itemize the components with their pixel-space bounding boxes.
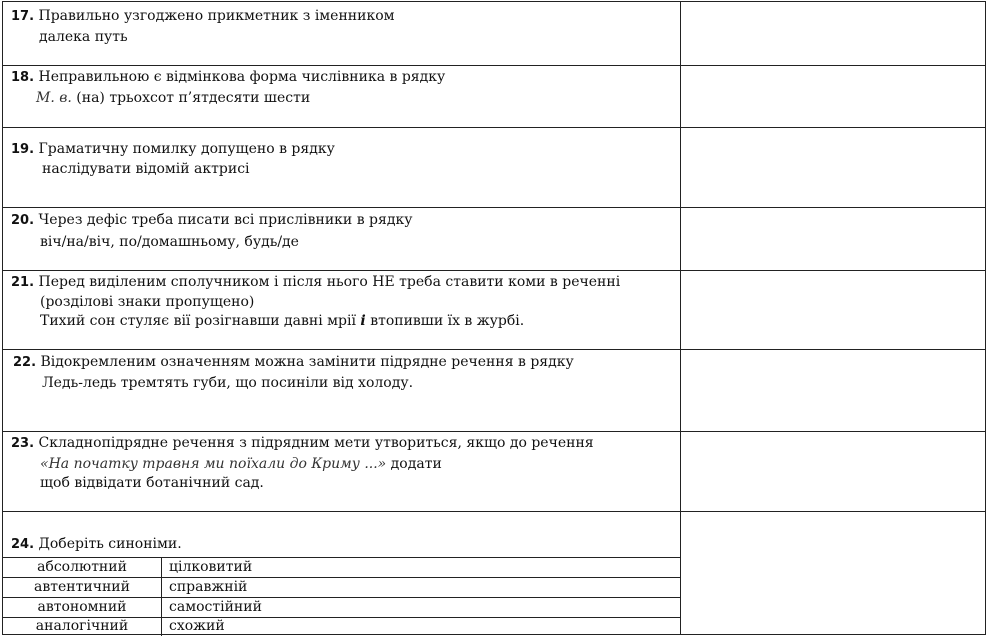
question-text: Доберіть синоніми.: [38, 536, 182, 552]
synonym-match: схожий: [169, 618, 225, 634]
row-divider: [3, 511, 985, 512]
case-abbreviation: М. в.: [36, 90, 72, 106]
row-divider: [3, 127, 985, 128]
question-example: (на) трьохсот п’ятдесяти шести: [76, 90, 311, 106]
synonyms-table: [3, 557, 680, 636]
synonym-match: самостійний: [169, 599, 262, 615]
question-note: (розділові знаки пропущено): [40, 294, 255, 310]
row-divider: [3, 349, 985, 350]
question-number: 20.: [11, 213, 35, 228]
question-text: Перед виділеним сполучником і після нього НЕ треба ставити коми в реченні: [38, 274, 621, 290]
synonym-word: автономний: [37, 599, 127, 615]
row-divider: [3, 270, 985, 271]
question-text: Граматичну помилку допущено в рядку: [38, 141, 335, 157]
question-number: 19.: [11, 142, 35, 157]
answer-column-divider: [680, 2, 681, 634]
synonym-word: абсолютний: [37, 559, 127, 575]
highlighted-conjunction: і: [360, 313, 366, 329]
question-number: 18.: [11, 70, 35, 85]
question-number: 23.: [11, 436, 35, 451]
question-text: Через дефіс треба писати всі прислівники в рядку: [38, 212, 413, 228]
synonym-word: аналогічний: [35, 618, 129, 634]
question-example: далека путь: [39, 29, 128, 45]
question-example: віч/на/віч, по/домашньому, будь/де: [40, 234, 299, 250]
question-number: 21.: [11, 275, 35, 290]
synonym-word: автентичний: [34, 579, 130, 595]
question-number: 24.: [11, 537, 35, 552]
table-row: [3, 617, 680, 636]
row-divider: [3, 207, 985, 208]
question-example: Ледь-ледь тремтять губи, що посиніли від холоду.: [42, 375, 414, 391]
question-example: наслідувати відомій актрисі: [42, 161, 250, 177]
question-example-tail: додати: [386, 456, 442, 472]
synonym-match: справжній: [169, 579, 248, 595]
table-row: [3, 598, 680, 617]
question-example-tail: втопивши їх в журбі.: [365, 313, 525, 329]
row-divider: [3, 431, 985, 432]
question-text: Правильно узгоджено прикметник з іменником: [38, 8, 395, 24]
table-row: [3, 558, 680, 577]
question-number: 22.: [13, 355, 37, 370]
synonym-match: цілковитий: [169, 559, 253, 575]
question-text: Складнопідрядне речення з підрядним мети утвориться, якщо до речення: [38, 435, 594, 451]
row-divider: [3, 65, 985, 66]
test-answer-sheet: [2, 1, 986, 635]
question-text: Неправильною є відмінкова форма числівника в рядку: [38, 69, 446, 85]
question-example: щоб відвідати ботанічний сад.: [40, 475, 264, 491]
question-sentence: «На початку травня ми поїхали до Криму ...»: [40, 456, 387, 472]
question-number: 17.: [11, 9, 35, 24]
question-example: Тихий сон стуляє вії розігнавши давні мрії: [40, 313, 361, 329]
question-text: Відокремленим означенням можна замінити підрядне речення в рядку: [40, 354, 574, 370]
table-row: [3, 578, 680, 597]
